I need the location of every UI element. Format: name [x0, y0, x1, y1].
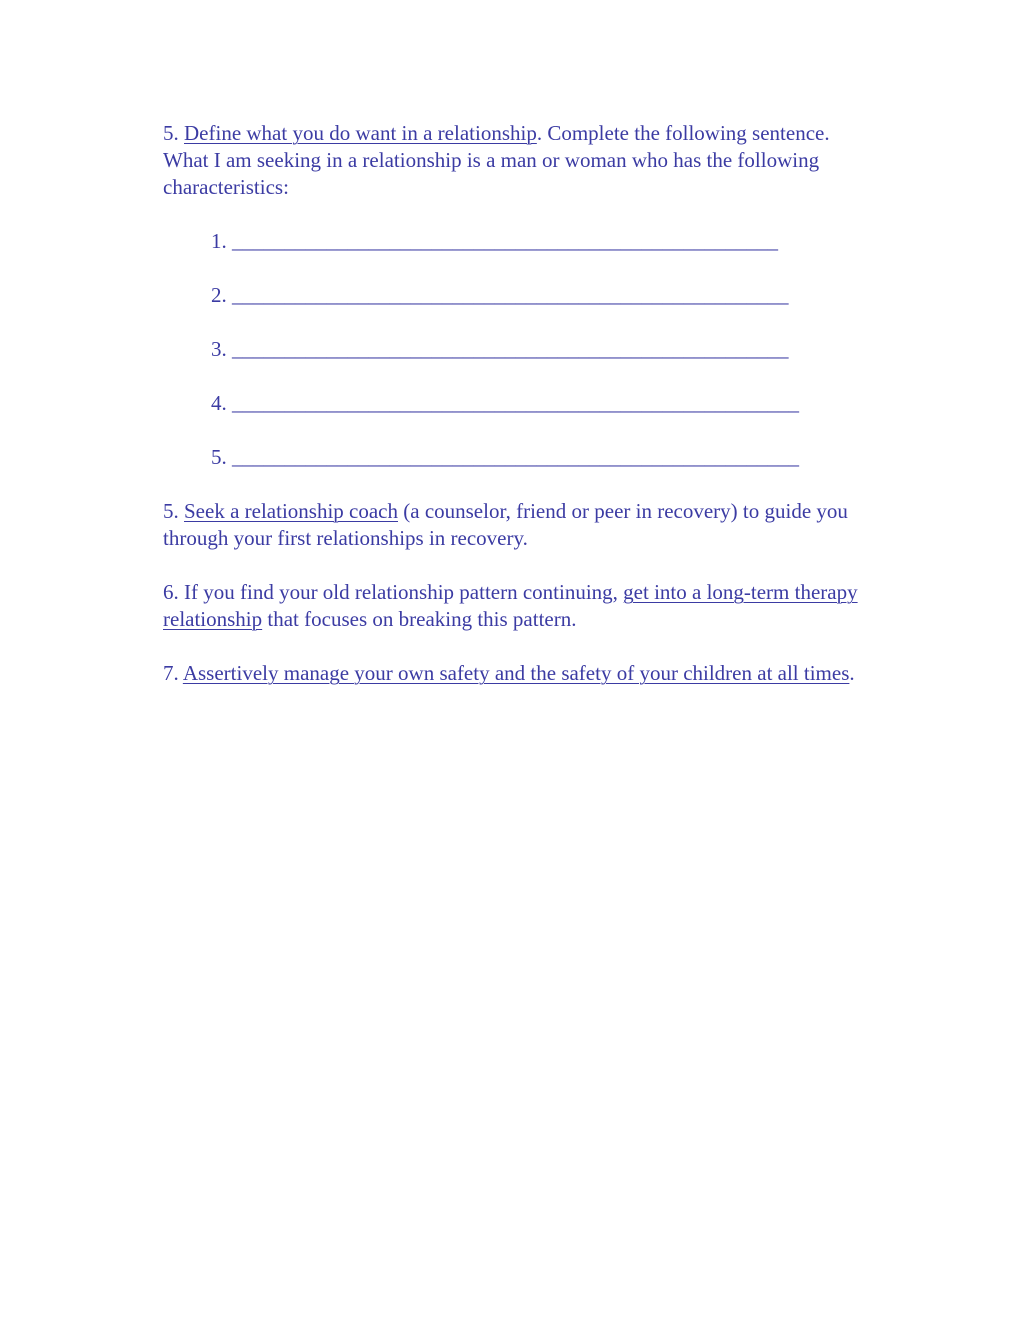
spacer	[163, 201, 883, 228]
spacer	[163, 552, 883, 579]
list-number: 5.	[211, 445, 227, 469]
item-define-paragraph	[163, 120, 883, 147]
spacer	[211, 363, 883, 390]
blank-line: ____________________________________________________	[232, 229, 778, 253]
list-number: 4.	[211, 391, 227, 415]
item-text: If you find your old relationship pattern continuing,	[178, 580, 624, 604]
blank-line: _____________________________________________________	[232, 283, 789, 307]
item-text: (a counselor, friend or peer in recovery) to guide you through your first relationships in recovery.	[163, 499, 848, 550]
list-item	[211, 444, 883, 471]
characteristics-list	[163, 228, 883, 471]
spacer	[211, 309, 883, 336]
item-number: 6.	[163, 580, 179, 604]
item-text: .	[849, 661, 855, 685]
spacer	[163, 471, 883, 498]
list-item	[211, 336, 883, 363]
define-want-link[interactable]: Define what you do want in a relationship	[184, 121, 537, 145]
spacer	[211, 417, 883, 444]
list-number: 3.	[211, 337, 227, 361]
blank-line: ______________________________________________________	[232, 445, 799, 469]
safety-link[interactable]: Assertively manage your own safety and the safety of your children at all times	[182, 661, 850, 685]
blank-line: ______________________________________________________	[232, 391, 799, 415]
spacer	[211, 255, 883, 282]
therapy-relationship-link[interactable]: get into a long-term therapy relationship	[163, 580, 858, 631]
item-therapy-paragraph	[163, 579, 883, 633]
relationship-coach-link[interactable]: Seek a relationship coach	[184, 499, 398, 523]
item-number: 7.	[163, 661, 179, 685]
blank-line: _____________________________________________________	[232, 337, 789, 361]
item-safety-paragraph	[163, 660, 883, 687]
list-item	[211, 282, 883, 309]
list-number: 2.	[211, 283, 227, 307]
item-text: that focuses on breaking this pattern.	[262, 607, 577, 631]
item-text: . Complete the following sentence.	[536, 121, 830, 145]
list-item	[211, 390, 883, 417]
item-number: 5.	[163, 121, 179, 145]
item-coach-paragraph	[163, 498, 883, 552]
list-item	[211, 228, 883, 255]
seeking-sentence: What I am seeking in a relationship is a man or woman who has the following characteristics:	[163, 148, 820, 199]
spacer	[163, 633, 883, 660]
document-page	[163, 120, 883, 687]
list-number: 1.	[211, 229, 227, 253]
item-number: 5.	[163, 499, 179, 523]
